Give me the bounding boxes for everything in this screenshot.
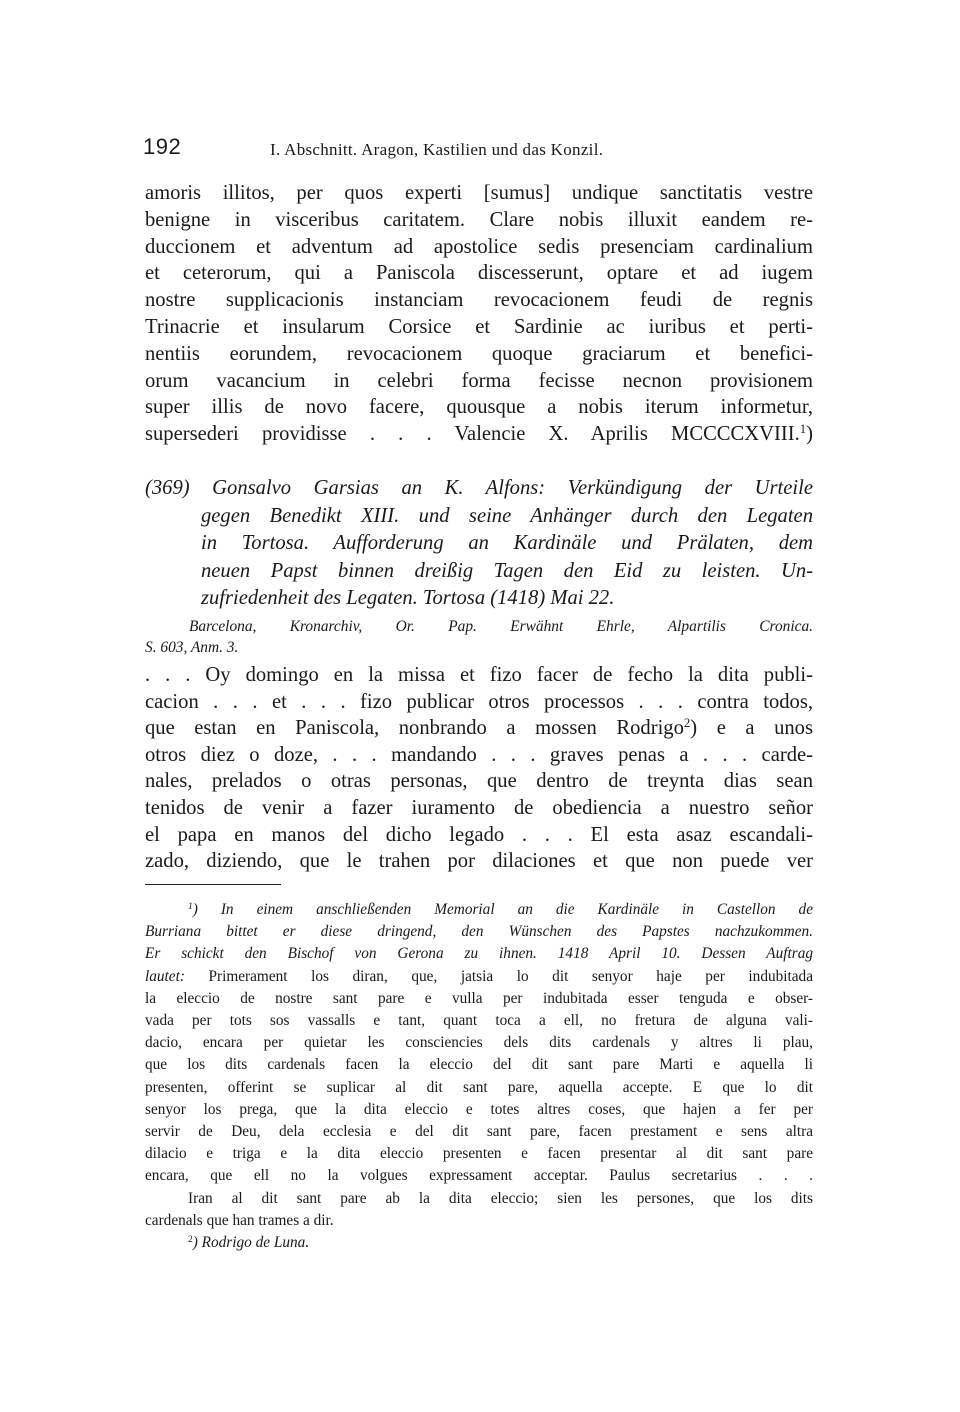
- heading-line: zufriedenheit des Legaten. Tortosa (1418) Mai 22.: [201, 587, 615, 609]
- text-line: nales, prelados o otras personas, que dentro de treynta dias sean: [145, 770, 813, 793]
- closing-text: supersederi providisse . . . Valencie X. Aprilis MCCCCXVIII.: [145, 423, 800, 446]
- closing-paren: ): [806, 423, 813, 446]
- footnote-marker-1: 1: [188, 901, 193, 912]
- heading-line: (369) Gonsalvo Garsias an K. Alfons: Verkündigung der Urteile: [145, 477, 813, 499]
- text-segment: ) e a unos: [690, 717, 813, 740]
- footnote-line: [145, 1232, 813, 1254]
- footnote-text: Primerament los diran, que, jatsia lo dit senyor haje per indubitada: [184, 967, 813, 985]
- footnote-text: lautet:: [145, 967, 185, 985]
- footnote-line: dilacio e triga e la dita eleccio presenten e facen presentar al dit sant pare: [145, 1145, 813, 1163]
- footnote-line: senyor los prega, que la dita eleccio e totes altres coses, que hajen a fer per: [145, 1100, 813, 1118]
- page-number: 192: [143, 134, 182, 159]
- footnote-line: la eleccio de nostre sant pare e vulla per indubitada esser tenguda e obser-: [145, 989, 813, 1007]
- entry-heading: [145, 475, 813, 613]
- text-line: el papa en manos del dicho legado . . . El esta asaz escandali-: [145, 823, 813, 846]
- footnote-line: Iran al dit sant pare ab la dita eleccio; sien les persones, que los dits: [188, 1189, 813, 1207]
- footnote-line: servir de Deu, dela ecclesia e del dit sant pare, facen prestament e sens altra: [145, 1123, 813, 1141]
- text-line-last: [145, 421, 813, 448]
- footnote-divider: [145, 884, 281, 885]
- text-line: super illis de novo facere, quousque a nobis iterum informetur,: [145, 396, 813, 419]
- source-line: S. 603, Anm. 3.: [145, 639, 239, 656]
- footnote-text: ) Rodrigo de Luna.: [192, 1234, 310, 1252]
- footnote-line: que los dits cardenals facen la eleccio del dit sant pare Marti e aquella li: [145, 1056, 813, 1074]
- text-line: nentiis eorundem, revocacionem quoque graciarum et benefici-: [145, 342, 813, 365]
- footnotes: [145, 899, 813, 1254]
- footnote-ref-1[interactable]: 1: [799, 422, 807, 437]
- footnote-line: dacio, encara per quietar les consciencies dels dits cardenals y altres li plau,: [145, 1034, 813, 1052]
- running-title: I. Abschnitt. Aragon, Kastilien und das Konzil.: [270, 140, 604, 159]
- text-line: cacion . . . et . . . fizo publicar otros processos . . . contra todos,: [145, 690, 813, 713]
- text-line: duccionem et adventum ad apostolice sedis presenciam cardinalium: [145, 235, 813, 258]
- footnote-line: [145, 899, 813, 921]
- paragraph-latin-letter: [145, 180, 813, 448]
- footnote-line: Burriana bittet er diese dringend, den Wünschen des Papstes nachzukommen.: [145, 923, 813, 941]
- footnote-marker-2: 2: [188, 1234, 193, 1245]
- text-segment: que estan en Paniscola, nonbrando a mossen Rodrigo: [145, 717, 684, 740]
- text-line: amoris illitos, per quos experti [sumus] undique sanctitatis vestre: [145, 182, 813, 204]
- text-line: nostre supplicacionis instanciam revocacionem feudi de regnis: [145, 289, 813, 312]
- text-line: otros diez o doze, . . . mandando . . . graves penas a . . . carde-: [145, 743, 813, 766]
- footnote-line: cardenals que han trames a dir.: [145, 1211, 334, 1229]
- footnote-line: Er schickt den Bischof von Gerona zu ihnen. 1418 April 10. Dessen Auftrag: [145, 945, 813, 963]
- footnote-line: [145, 966, 813, 988]
- footnote-text: ) In einem anschließenden Memorial an die Kardinäle in Castellon de: [192, 901, 813, 918]
- source-note: [145, 616, 813, 658]
- heading-line: neuen Papst binnen dreißig Tagen den Eid zu leisten. Un-: [201, 559, 813, 582]
- footnote-line: encara, que ell no la volgues expressament acceptar. Paulus secretarius . . .: [145, 1167, 813, 1185]
- running-head: [143, 134, 823, 164]
- text-line: [145, 715, 813, 742]
- paragraph-spanish-report: [145, 662, 813, 875]
- text-line: orum vacancium in celebri forma fecisse necnon provisionem: [145, 369, 813, 392]
- heading-line: gegen Benedikt XIII. und seine Anhänger durch den Legaten: [201, 504, 813, 527]
- text-line: benigne in visceribus caritatem. Clare nobis illuxit eandem re-: [145, 208, 813, 231]
- text-line: Trinacrie et insularum Corsice et Sardinie ac iuribus et perti-: [145, 315, 813, 338]
- footnote-ref-2[interactable]: 2: [683, 716, 691, 731]
- footnote-line: vada per tots sos vassalls e tant, quant toca a ell, no fretura de alguna vali-: [145, 1012, 813, 1030]
- heading-line: in Tortosa. Aufforderung an Kardinäle und Prälaten, dem: [201, 532, 813, 554]
- text-line: et ceterorum, qui a Paniscola discesserunt, optare et ad iugem: [145, 262, 813, 285]
- text-line: tenidos de venir a fazer iuramento de obediencia a nuestro señor: [145, 796, 813, 819]
- text-line: zado, diziendo, que le trahen por dilaciones et que non puede ver: [145, 850, 813, 873]
- footnote-line: presenten, offerint se suplicar al dit sant pare, aquella accepte. E que lo dit: [145, 1078, 813, 1096]
- source-line: Barcelona, Kronarchiv, Or. Pap. Erwähnt Ehrle, Alpartilis Cronica.: [189, 618, 813, 635]
- text-line: . . . Oy domingo en la missa et fizo facer de fecho la dita publi-: [145, 664, 813, 686]
